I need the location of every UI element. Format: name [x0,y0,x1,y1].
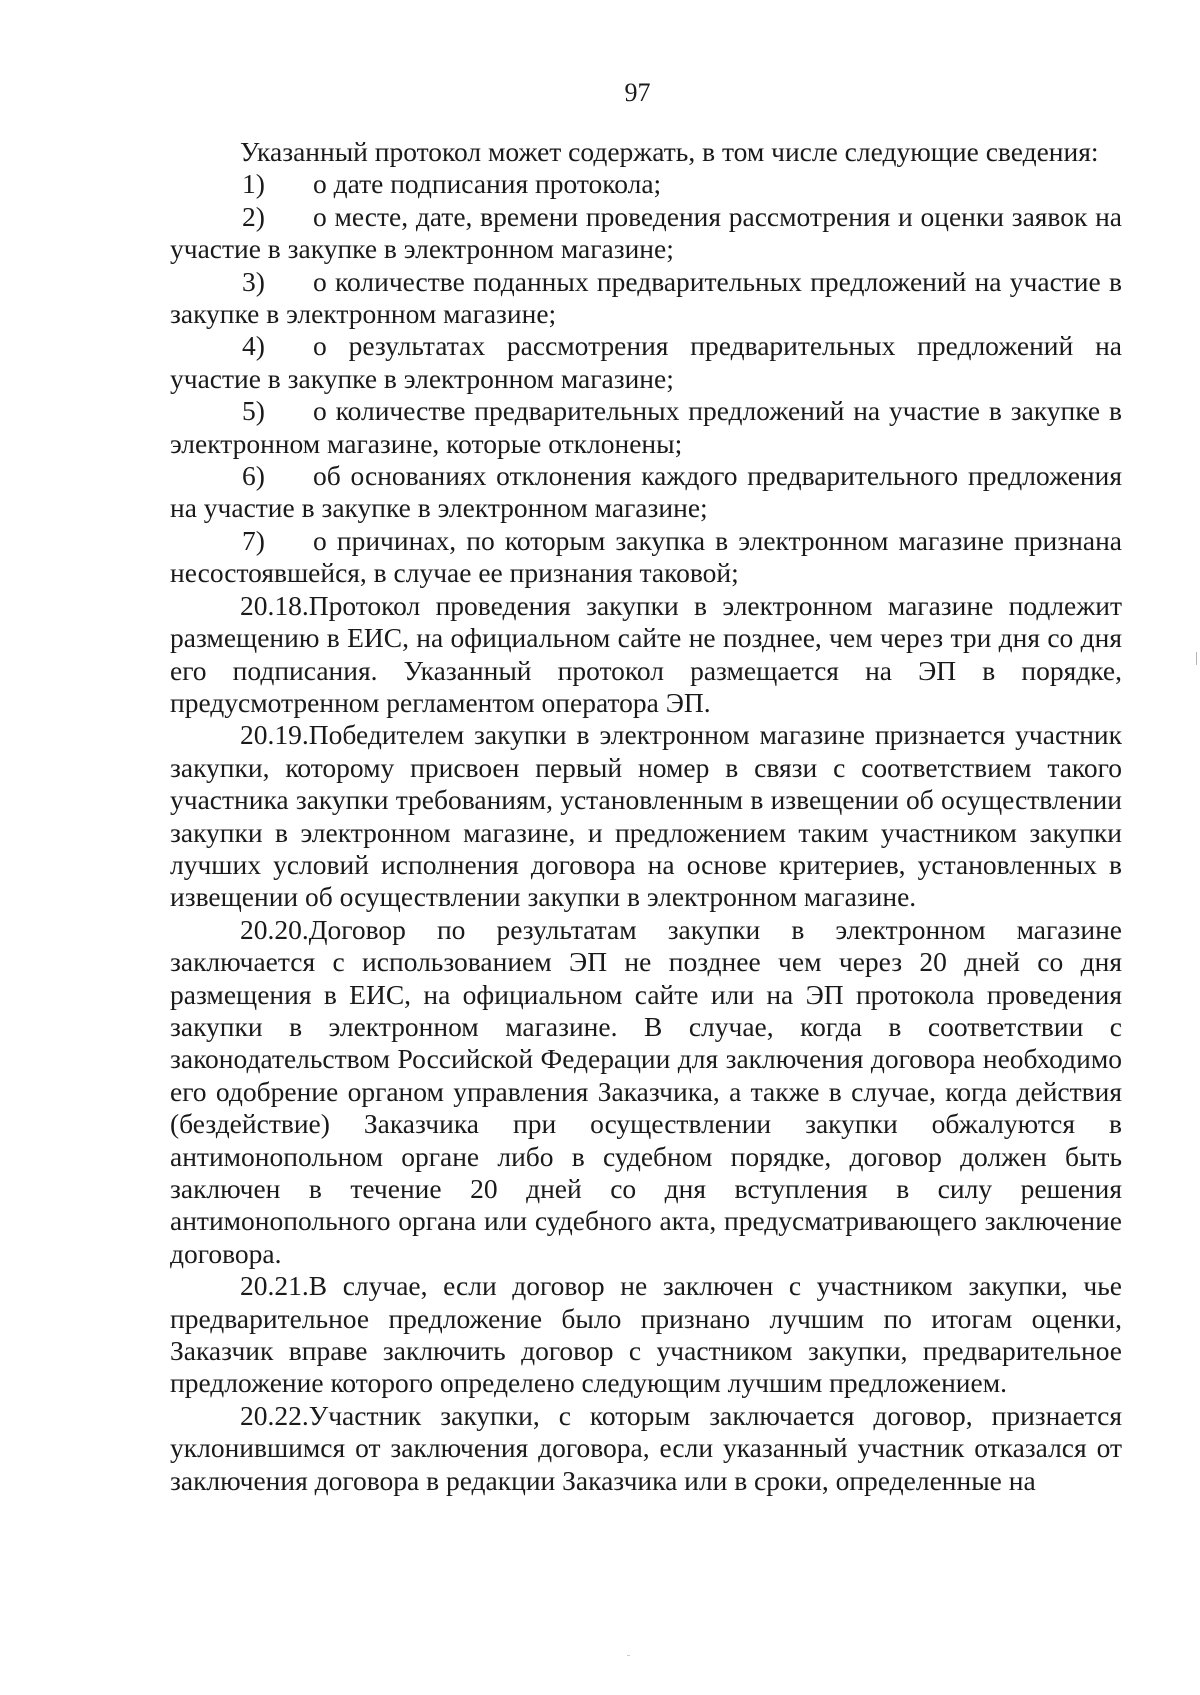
section-paragraph [170,1270,1122,1400]
section-paragraph [170,719,1122,913]
list-item [170,266,1122,331]
section-paragraph [170,1400,1122,1497]
section-paragraph [170,914,1122,1270]
section-number: 20.19. [240,719,309,751]
section-number: 20.21. [240,1270,309,1302]
section-paragraph [170,590,1122,720]
list-item-text: о месте, дате, времени проведения рассмотрения и оценки заявок на участие в закупке в электронном магазине; [170,200,1122,265]
section-number: 20.22. [240,1399,309,1431]
scan-artifact-dot [627,1655,630,1656]
list-item-text: о причинах, по которым закупка в электронном магазине признана несостоявшейся, в случае ее признания таковой; [170,524,1122,589]
list-item-text: о количестве поданных предварительных предложений на участие в закупке в электронном магазине; [170,265,1122,330]
section-text: Участник закупки, с которым заключается договор, признается уклонившимся от заключения договора, если указанный участник отказался от заключения договора в редакции Заказчика или в сроки, определенные на [170,1399,1122,1496]
list-item-text: о результатах рассмотрения предварительных предложений на участие в закупке в электронном магазине; [170,330,1122,394]
list-item-text: о количестве предварительных предложений на участие в закупке в электронном магазине, которые отклонены; [170,395,1122,459]
list-item-text: об основаниях отклонения каждого предварительного предложения на участие в закупке в электронном магазине; [170,460,1122,524]
section-text: Договор по результатам закупки в электронном магазине заключается с использованием ЭП не позднее чем через 20 дней со дня размещения в ЕИС, на официальном сайте или на ЭП протокола проведения закупки в электронном магазине. В случае, когда в соответствии с законодательством Российской Федерации для заключения договора необходимо его одобрение органом управления Заказчика, а также в случае, когда действия (бездействие) Заказчика при осуществлении закупки обжалуются в антимонопольном органе либо в судебном порядке, договор должен быть заключен в течение 20 дней со дня вступления в силу решения антимонопольного органа или судебного акта, предусматривающего заключение договора. [170,913,1122,1269]
list-item [170,395,1122,460]
section-text: В случае, если договор не заключен с участником закупки, чье предварительное предложение было признано лучшим по итогам оценки, Заказчик вправе заключить договор с участником закупки, предварительное предложение которого определено следующим лучшим предложением. [170,1270,1122,1399]
section-number: 20.20. [240,913,309,945]
list-item-number: 2) [242,200,265,232]
intro-paragraph: Указанный протокол может содержать, в том числе следующие сведения: [240,136,1099,167]
section-text: Победителем закупки в электронном магазине признается участник закупки, которому присвоен первый номер в связи с соответствием такого участника закупки требованиям, установленным в извещении об осуществлении закупки в электронном магазине, и предложением таким участником закупки лучших условий исполнения договора на основе критериев, установленных в извещении об осуществлении закупки в электронном магазине. [170,719,1122,913]
list-item [170,460,1122,525]
document-body [170,136,1122,1497]
list-item [170,525,1122,590]
scan-artifact-mark [1196,652,1197,665]
list-item [170,201,1122,266]
list-item [170,330,1122,395]
list-item-number: 3) [242,265,265,297]
section-number: 20.18. [240,589,309,621]
list-item-number: 4) [242,330,265,362]
list-item-number: 6) [242,460,265,492]
list-item-number: 7) [242,524,265,556]
list-item-number: 5) [242,395,265,427]
section-text: Протокол проведения закупки в электронном магазине подлежит размещению в ЕИС, на официальном сайте не позднее, чем через три дня со дня его подписания. Указанный протокол размещается на ЭП в порядке, предусмотренном регламентом оператора ЭП. [170,589,1122,718]
list-item-text: о дате подписания протокола; [313,168,662,200]
list-item [170,168,1122,200]
list-item-number: 1) [242,168,265,200]
page-number: 97 [624,78,651,107]
